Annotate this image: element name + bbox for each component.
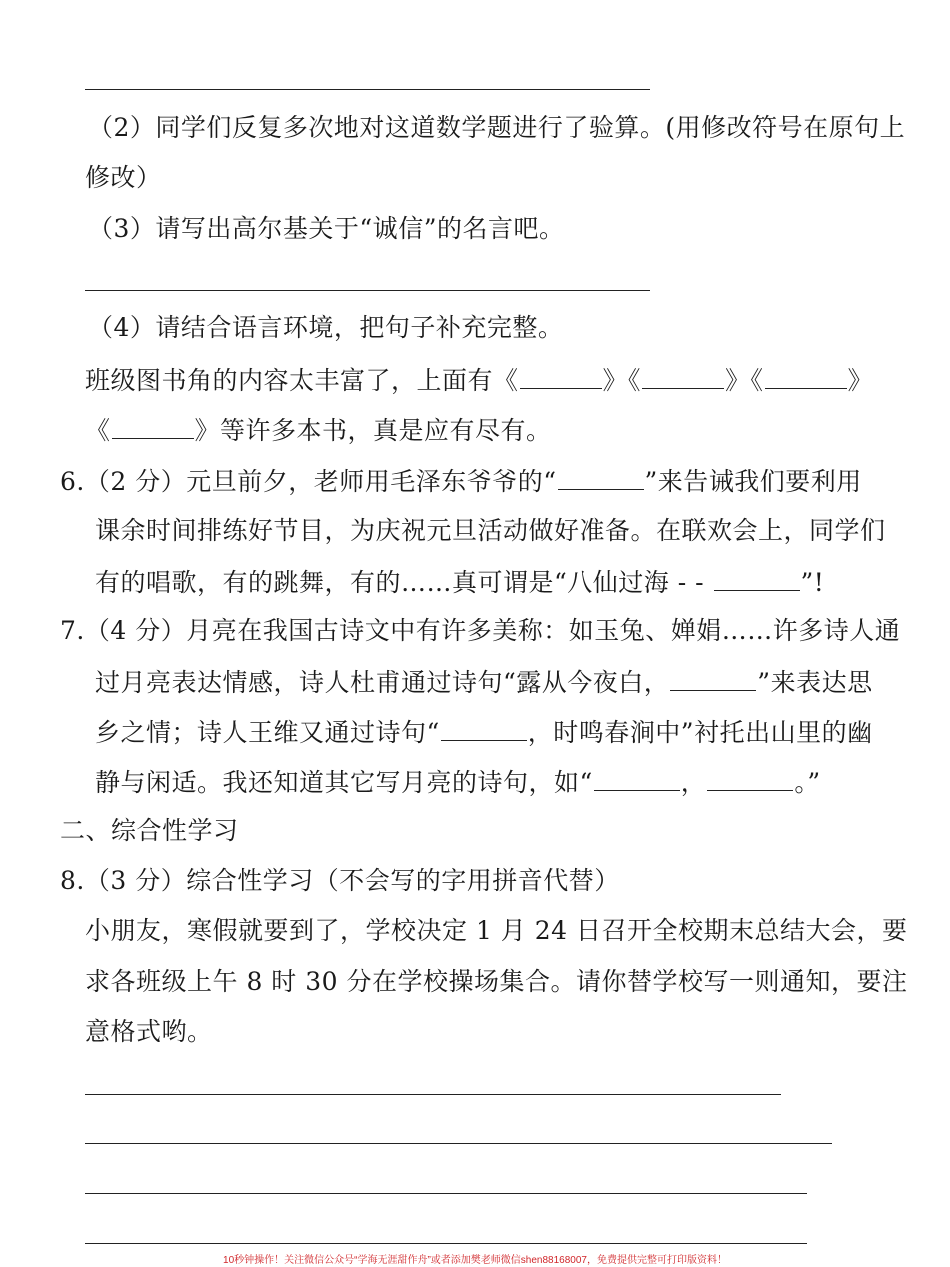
question-text: ， bbox=[680, 768, 707, 797]
q5-part3: （3）请写出高尔基关于“诚信”的名言吧。 bbox=[88, 214, 565, 243]
question-text: 静与闲适。我还知道其它写月亮的诗句，如“ bbox=[95, 768, 593, 797]
answer-blank[interactable] bbox=[707, 766, 793, 791]
sentence-text: 》 bbox=[847, 366, 874, 395]
question-text: 乡之情；诗人王维又通过诗句“ bbox=[95, 718, 440, 747]
q5-part4-sentence-line1 bbox=[85, 364, 873, 396]
answer-blank[interactable] bbox=[558, 465, 644, 490]
q7-line3 bbox=[95, 716, 873, 748]
answer-blank[interactable] bbox=[441, 716, 527, 741]
book-title-blank[interactable] bbox=[642, 364, 724, 389]
answer-line bbox=[85, 89, 650, 90]
book-title-blank[interactable] bbox=[112, 414, 194, 439]
q6-line2: 课余时间排练好节目，为庆祝元旦活动做好准备。在联欢会上，同学们 bbox=[95, 516, 886, 545]
sentence-text: 》《 bbox=[602, 366, 642, 395]
question-text: ”来表达思 bbox=[757, 668, 873, 697]
question-text: ”! bbox=[800, 568, 825, 597]
sentence-text: 《 bbox=[85, 416, 111, 445]
q7-line2 bbox=[95, 666, 873, 698]
answer-blank[interactable] bbox=[670, 666, 756, 691]
question-text: 有的唱歌，有的跳舞，有的……真可谓是“八仙过海 - - bbox=[95, 568, 713, 597]
writing-line bbox=[85, 1143, 832, 1144]
q5-part2-line1: （2）同学们反复多次地对这道数学题进行了验算。(用修改符号在原句上 bbox=[88, 113, 906, 142]
q5-part4: （4）请结合语言环境，把句子补充完整。 bbox=[88, 313, 564, 342]
question-text: ，时鸣春涧中”衬托出山里的幽 bbox=[527, 718, 873, 747]
q5-part2-line2: 修改） bbox=[85, 163, 162, 192]
question-text: ”来告诫我们要利用 bbox=[644, 467, 862, 496]
q7-line1: 7.（4 分）月亮在我国古诗文中有许多美称：如玉兔、婵娟……许多诗人通 bbox=[60, 616, 901, 645]
writing-line bbox=[85, 1193, 807, 1194]
sentence-text: 》等许多本书，真是应有尽有。 bbox=[194, 416, 552, 445]
sentence-text: 》《 bbox=[725, 366, 764, 395]
q7-line4 bbox=[95, 766, 821, 798]
answer-blank[interactable] bbox=[714, 566, 800, 591]
q6-line3 bbox=[95, 566, 824, 598]
section-heading: 二、综合性学习 bbox=[60, 816, 239, 845]
question-text: 6.（2 分）元旦前夕，老师用毛泽东爷爷的“ bbox=[60, 467, 557, 496]
sentence-text: 班级图书角的内容太丰富了，上面有《 bbox=[85, 366, 519, 395]
q8-title: 8.（3 分）综合性学习（不会写的字用拼音代替） bbox=[60, 866, 620, 895]
q8-line1: 小朋友，寒假就要到了，学校决定 1 月 24 日召开全校期末总结大会，要 bbox=[85, 916, 908, 945]
writing-line bbox=[85, 1094, 781, 1095]
q5-part4-sentence-line2 bbox=[85, 414, 552, 446]
book-title-blank[interactable] bbox=[765, 364, 847, 389]
book-title-blank[interactable] bbox=[520, 364, 602, 389]
answer-line bbox=[85, 290, 650, 291]
q6-line1 bbox=[60, 465, 862, 497]
question-text: 。” bbox=[794, 768, 821, 797]
footer-notice: 10秒钟操作！关注微信公众号“学海无涯甜作舟”或者添加樊老师微信shen88168007，免费提供完整可打印版资料！ bbox=[223, 1255, 727, 1266]
question-text: 过月亮表达情感，诗人杜甫通过诗句“露从今夜白， bbox=[95, 668, 670, 697]
writing-line bbox=[85, 1243, 807, 1244]
answer-blank[interactable] bbox=[594, 766, 680, 791]
q8-line2: 求各班级上午 8 时 30 分在学校操场集合。请你替学校写一则通知，要注 bbox=[85, 967, 908, 996]
q8-line3: 意格式哟。 bbox=[85, 1017, 213, 1046]
